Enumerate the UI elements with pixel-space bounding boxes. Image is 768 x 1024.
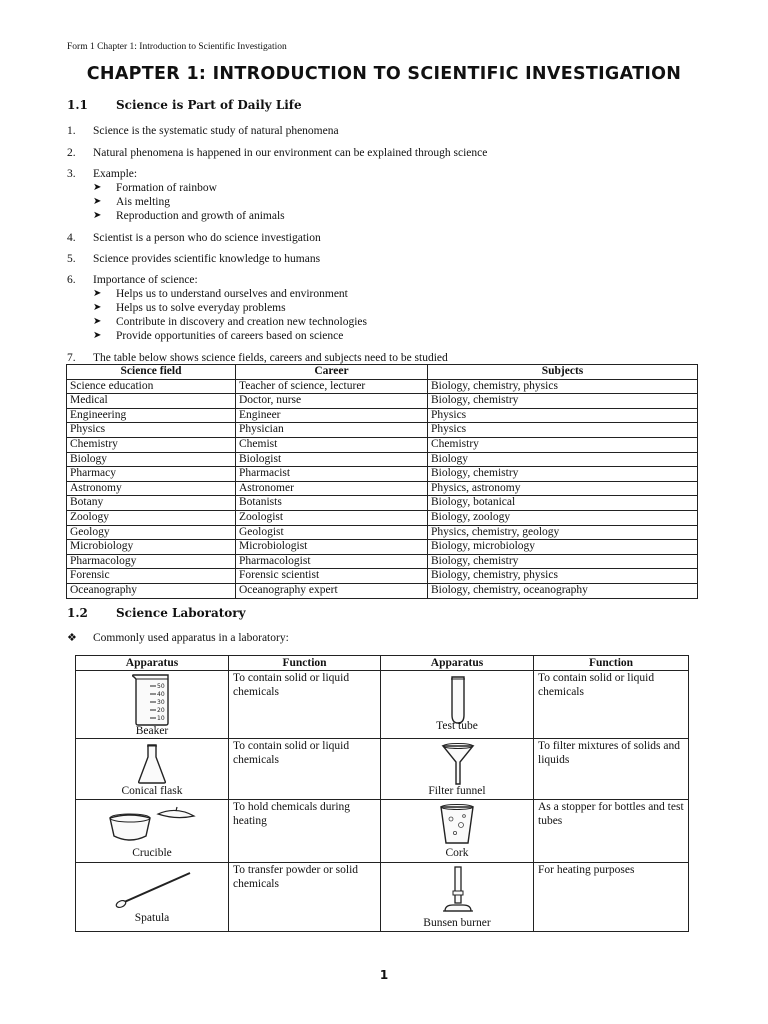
bullet-list bbox=[93, 181, 285, 223]
section-title: Science is Part of Daily Life bbox=[116, 98, 302, 112]
table-header-row bbox=[67, 365, 698, 380]
table-row bbox=[67, 540, 698, 555]
table-cell: Forensic scientist bbox=[236, 569, 428, 584]
function-cell: To contain solid or liquid chemicals bbox=[229, 739, 381, 800]
table-cell: Biology, botanical bbox=[428, 496, 698, 511]
filter-funnel-icon bbox=[441, 742, 475, 786]
bunsen-burner-icon bbox=[441, 865, 475, 915]
table-cell: Chemist bbox=[236, 437, 428, 452]
table-row bbox=[67, 379, 698, 394]
bullet-item: ➤ Formation of rainbow bbox=[93, 182, 217, 194]
svg-text:30: 30 bbox=[157, 699, 165, 706]
table-row bbox=[67, 437, 698, 452]
table-cell: Science education bbox=[67, 379, 236, 394]
column-header: Apparatus bbox=[381, 656, 534, 671]
svg-text:20: 20 bbox=[157, 707, 165, 714]
table-row bbox=[67, 496, 698, 511]
table-cell: Biology, chemistry bbox=[428, 467, 698, 482]
apparatus-table bbox=[75, 655, 689, 932]
chapter-title: CHAPTER 1: INTRODUCTION TO SCIENTIFIC INVESTIGATION bbox=[86, 64, 682, 84]
table-cell: Oceanography bbox=[67, 583, 236, 598]
apparatus-cell bbox=[381, 863, 534, 932]
table-cell: Doctor, nurse bbox=[236, 394, 428, 409]
section-number: 1.2 bbox=[67, 606, 88, 620]
table-row bbox=[67, 394, 698, 409]
table-cell: Biology, chemistry, physics bbox=[428, 379, 698, 394]
table-cell: Geology bbox=[67, 525, 236, 540]
table-row bbox=[76, 863, 689, 932]
cork-icon bbox=[437, 803, 477, 847]
bullet-item: ➤ Reproduction and growth of animals bbox=[93, 210, 285, 222]
function-cell: To hold chemicals during heating bbox=[229, 800, 381, 863]
bullet-item: ➤ Contribute in discovery and creation new technologies bbox=[93, 316, 368, 328]
table-cell: Physician bbox=[236, 423, 428, 438]
table-row bbox=[67, 452, 698, 467]
table-row bbox=[67, 423, 698, 438]
table-cell: Medical bbox=[67, 394, 236, 409]
column-header: Function bbox=[229, 656, 381, 671]
diamond-bullet-icon: ❖ bbox=[67, 632, 77, 644]
function-cell: For heating purposes bbox=[534, 863, 689, 932]
table-row bbox=[67, 525, 698, 540]
table-cell: Oceanography expert bbox=[236, 583, 428, 598]
table-row bbox=[67, 554, 698, 569]
arrow-bullet-icon: ➤ bbox=[93, 210, 102, 221]
column-header: Subjects bbox=[428, 365, 698, 380]
apparatus-cell bbox=[76, 800, 229, 863]
column-header: Science field bbox=[67, 365, 236, 380]
table-cell: Engineer bbox=[236, 408, 428, 423]
table-cell: Biology, chemistry, oceanography bbox=[428, 583, 698, 598]
table-cell: Forensic bbox=[67, 569, 236, 584]
arrow-bullet-icon: ➤ bbox=[93, 182, 102, 193]
bullet-item: ➤ Helps us to solve everyday problems bbox=[93, 302, 286, 314]
apparatus-name: Crucible bbox=[132, 847, 172, 859]
bullet-item: ➤ Helps us to understand ourselves and environment bbox=[93, 288, 348, 300]
apparatus-name: Spatula bbox=[134, 912, 170, 924]
column-header: Career bbox=[236, 365, 428, 380]
table-cell: Physics, astronomy bbox=[428, 481, 698, 496]
table-cell: Biology, chemistry bbox=[428, 554, 698, 569]
table-cell: Botany bbox=[67, 496, 236, 511]
apparatus-name: Cork bbox=[445, 847, 469, 859]
arrow-bullet-icon: ➤ bbox=[93, 302, 102, 313]
apparatus-name: Bunsen burner bbox=[423, 917, 491, 929]
table-cell: Pharmacy bbox=[67, 467, 236, 482]
apparatus-name: Beaker bbox=[135, 725, 169, 737]
table-cell: Biology, chemistry, physics bbox=[428, 569, 698, 584]
svg-text:50: 50 bbox=[157, 683, 165, 690]
table-cell: Physics bbox=[67, 423, 236, 438]
table-row bbox=[67, 467, 698, 482]
table-cell: Biologist bbox=[236, 452, 428, 467]
bullet-list bbox=[93, 287, 367, 343]
bullet-item: ➤ Ais melting bbox=[93, 196, 170, 208]
table-cell: Zoologist bbox=[236, 510, 428, 525]
conical-flask-icon bbox=[137, 743, 167, 785]
table-cell: Pharmacologist bbox=[236, 554, 428, 569]
table-cell: Geologist bbox=[236, 525, 428, 540]
table-cell: Zoology bbox=[67, 510, 236, 525]
table-cell: Botanists bbox=[236, 496, 428, 511]
function-cell: To contain solid or liquid chemicals bbox=[534, 671, 689, 739]
table-row bbox=[76, 800, 689, 863]
section-number: 1.1 bbox=[67, 98, 88, 112]
table-row bbox=[67, 569, 698, 584]
table-cell: Astronomy bbox=[67, 481, 236, 496]
arrow-bullet-icon: ➤ bbox=[93, 316, 102, 327]
apparatus-cell bbox=[381, 739, 534, 800]
beaker-icon bbox=[130, 673, 174, 727]
apparatus-name: Filter funnel bbox=[428, 785, 486, 797]
apparatus-name: Conical flask bbox=[121, 785, 183, 797]
section-heading-1-1 bbox=[67, 98, 302, 112]
science-fields-table bbox=[66, 364, 698, 599]
table-cell: Biology bbox=[428, 452, 698, 467]
column-header: Function bbox=[534, 656, 689, 671]
table-cell: Physics bbox=[428, 423, 698, 438]
table-cell: Microbiology bbox=[67, 540, 236, 555]
function-cell: To contain solid or liquid chemicals bbox=[229, 671, 381, 739]
table-cell: Chemistry bbox=[428, 437, 698, 452]
apparatus-cell bbox=[76, 863, 229, 932]
function-cell: To transfer powder or solid chemicals bbox=[229, 863, 381, 932]
table-cell: Pharmacology bbox=[67, 554, 236, 569]
section-heading-1-2 bbox=[67, 606, 246, 620]
table-cell: Engineering bbox=[67, 408, 236, 423]
table-cell: Astronomer bbox=[236, 481, 428, 496]
table-row bbox=[76, 739, 689, 800]
table-cell: Biology, chemistry bbox=[428, 394, 698, 409]
table-cell: Chemistry bbox=[67, 437, 236, 452]
arrow-bullet-icon: ➤ bbox=[93, 196, 102, 207]
table-row bbox=[67, 510, 698, 525]
document-page: Form 1 Chapter 1: Introduction to Scientific Investigation CHAPTER 1: INTRODUCTION TO SCIENTIFIC INVESTIGATION 1.1 Science is Part of Daily Life 1. Science is the systematic study of natural phenomena 2. Natural phenomena is happened in our environment can be explained through science 3. Example: ➤ Formation of rainbow ➤ Ais melting ➤ Reproduction and growth of animals 4. Scientist is a person who do science investigation 5. Science provides scientific knowledge to humans 6. Importance of science: ➤ Helps us to understand ourselves and environment ➤ Helps us to solve everyday problems ➤ Contribute in discovery and creation new technologies ➤ Provide opportunities of careers based on science 7. The table below shows science fields, careers and subjects need to be studied Science field Career Subjects Science education Teacher of science, lecturer Biology, chemistry, physics Medical Doctor, nurse Biology, chemistry Engineering Engineer Physics Physics Physician Physics Chemistry Chemist Chemistry Biology Biologist Biology Pharmacy Pharmacist Biology, chemistry Astronomy Astronomer Physics, astronomy Botany Botanists Biology, botanical Zoology Zoologist Biology, zoology Geology Geologist Physics, chemistry, geology Microbiology Microbiologist Biology, microbiology Pharmacology Pharmacologist Biology, chemistry Forensic Forensic scientist Biology, chemistry, physics Oceanography Oceanography expert Biology, chemistry, oceanography 1.2 Science Laboratory ❖ Commonly used apparatus in a laboratory: Apparatus Function Apparatus Function 50 40 30 20 10 Beaker To contain solid or liquid chemicals Test tube To contain solid or liquid chemicals Conical flask To contain solid or liquid chemicals Filter funnel To filter mixtures of solids and liquids Crucible To hold chemicals during heating Cork As a stopper for bottles and test tubes Spatula To transfer powder or solid chemicals Bunsen burner For heating purposes 1 bbox=[0, 0, 768, 1024]
apparatus-cell bbox=[76, 671, 229, 739]
table-cell: Teacher of science, lecturer bbox=[236, 379, 428, 394]
spatula-icon bbox=[114, 869, 194, 909]
arrow-bullet-icon: ➤ bbox=[93, 330, 102, 341]
table-cell: Physics, chemistry, geology bbox=[428, 525, 698, 540]
arrow-bullet-icon: ➤ bbox=[93, 288, 102, 299]
svg-text:40: 40 bbox=[157, 691, 165, 698]
running-header: Form 1 Chapter 1: Introduction to Scientific Investigation bbox=[67, 42, 287, 52]
table-row bbox=[76, 671, 689, 739]
function-cell: As a stopper for bottles and test tubes bbox=[534, 800, 689, 863]
table-cell: Pharmacist bbox=[236, 467, 428, 482]
table-row bbox=[67, 408, 698, 423]
table-row bbox=[67, 583, 698, 598]
bullet-item: ➤ Provide opportunities of careers based on science bbox=[93, 330, 344, 342]
section-title: Science Laboratory bbox=[116, 606, 246, 620]
table-cell: Biology bbox=[67, 452, 236, 467]
table-header-row bbox=[76, 656, 689, 671]
table-row bbox=[67, 481, 698, 496]
table-cell: Biology, zoology bbox=[428, 510, 698, 525]
apparatus-cell bbox=[381, 671, 534, 739]
function-cell: To filter mixtures of solids and liquids bbox=[534, 739, 689, 800]
test-tube-icon bbox=[449, 675, 467, 725]
table-cell: Biology, microbiology bbox=[428, 540, 698, 555]
apparatus-cell bbox=[76, 739, 229, 800]
svg-text:10: 10 bbox=[157, 715, 165, 722]
apparatus-name: Test tube bbox=[436, 720, 478, 732]
table-cell: Microbiologist bbox=[236, 540, 428, 555]
apparatus-cell bbox=[381, 800, 534, 863]
crucible-icon bbox=[106, 806, 198, 846]
table-cell: Physics bbox=[428, 408, 698, 423]
intro-line: ❖ Commonly used apparatus in a laboratory: bbox=[67, 632, 289, 644]
column-header: Apparatus bbox=[76, 656, 229, 671]
page-number: 1 bbox=[379, 968, 389, 982]
